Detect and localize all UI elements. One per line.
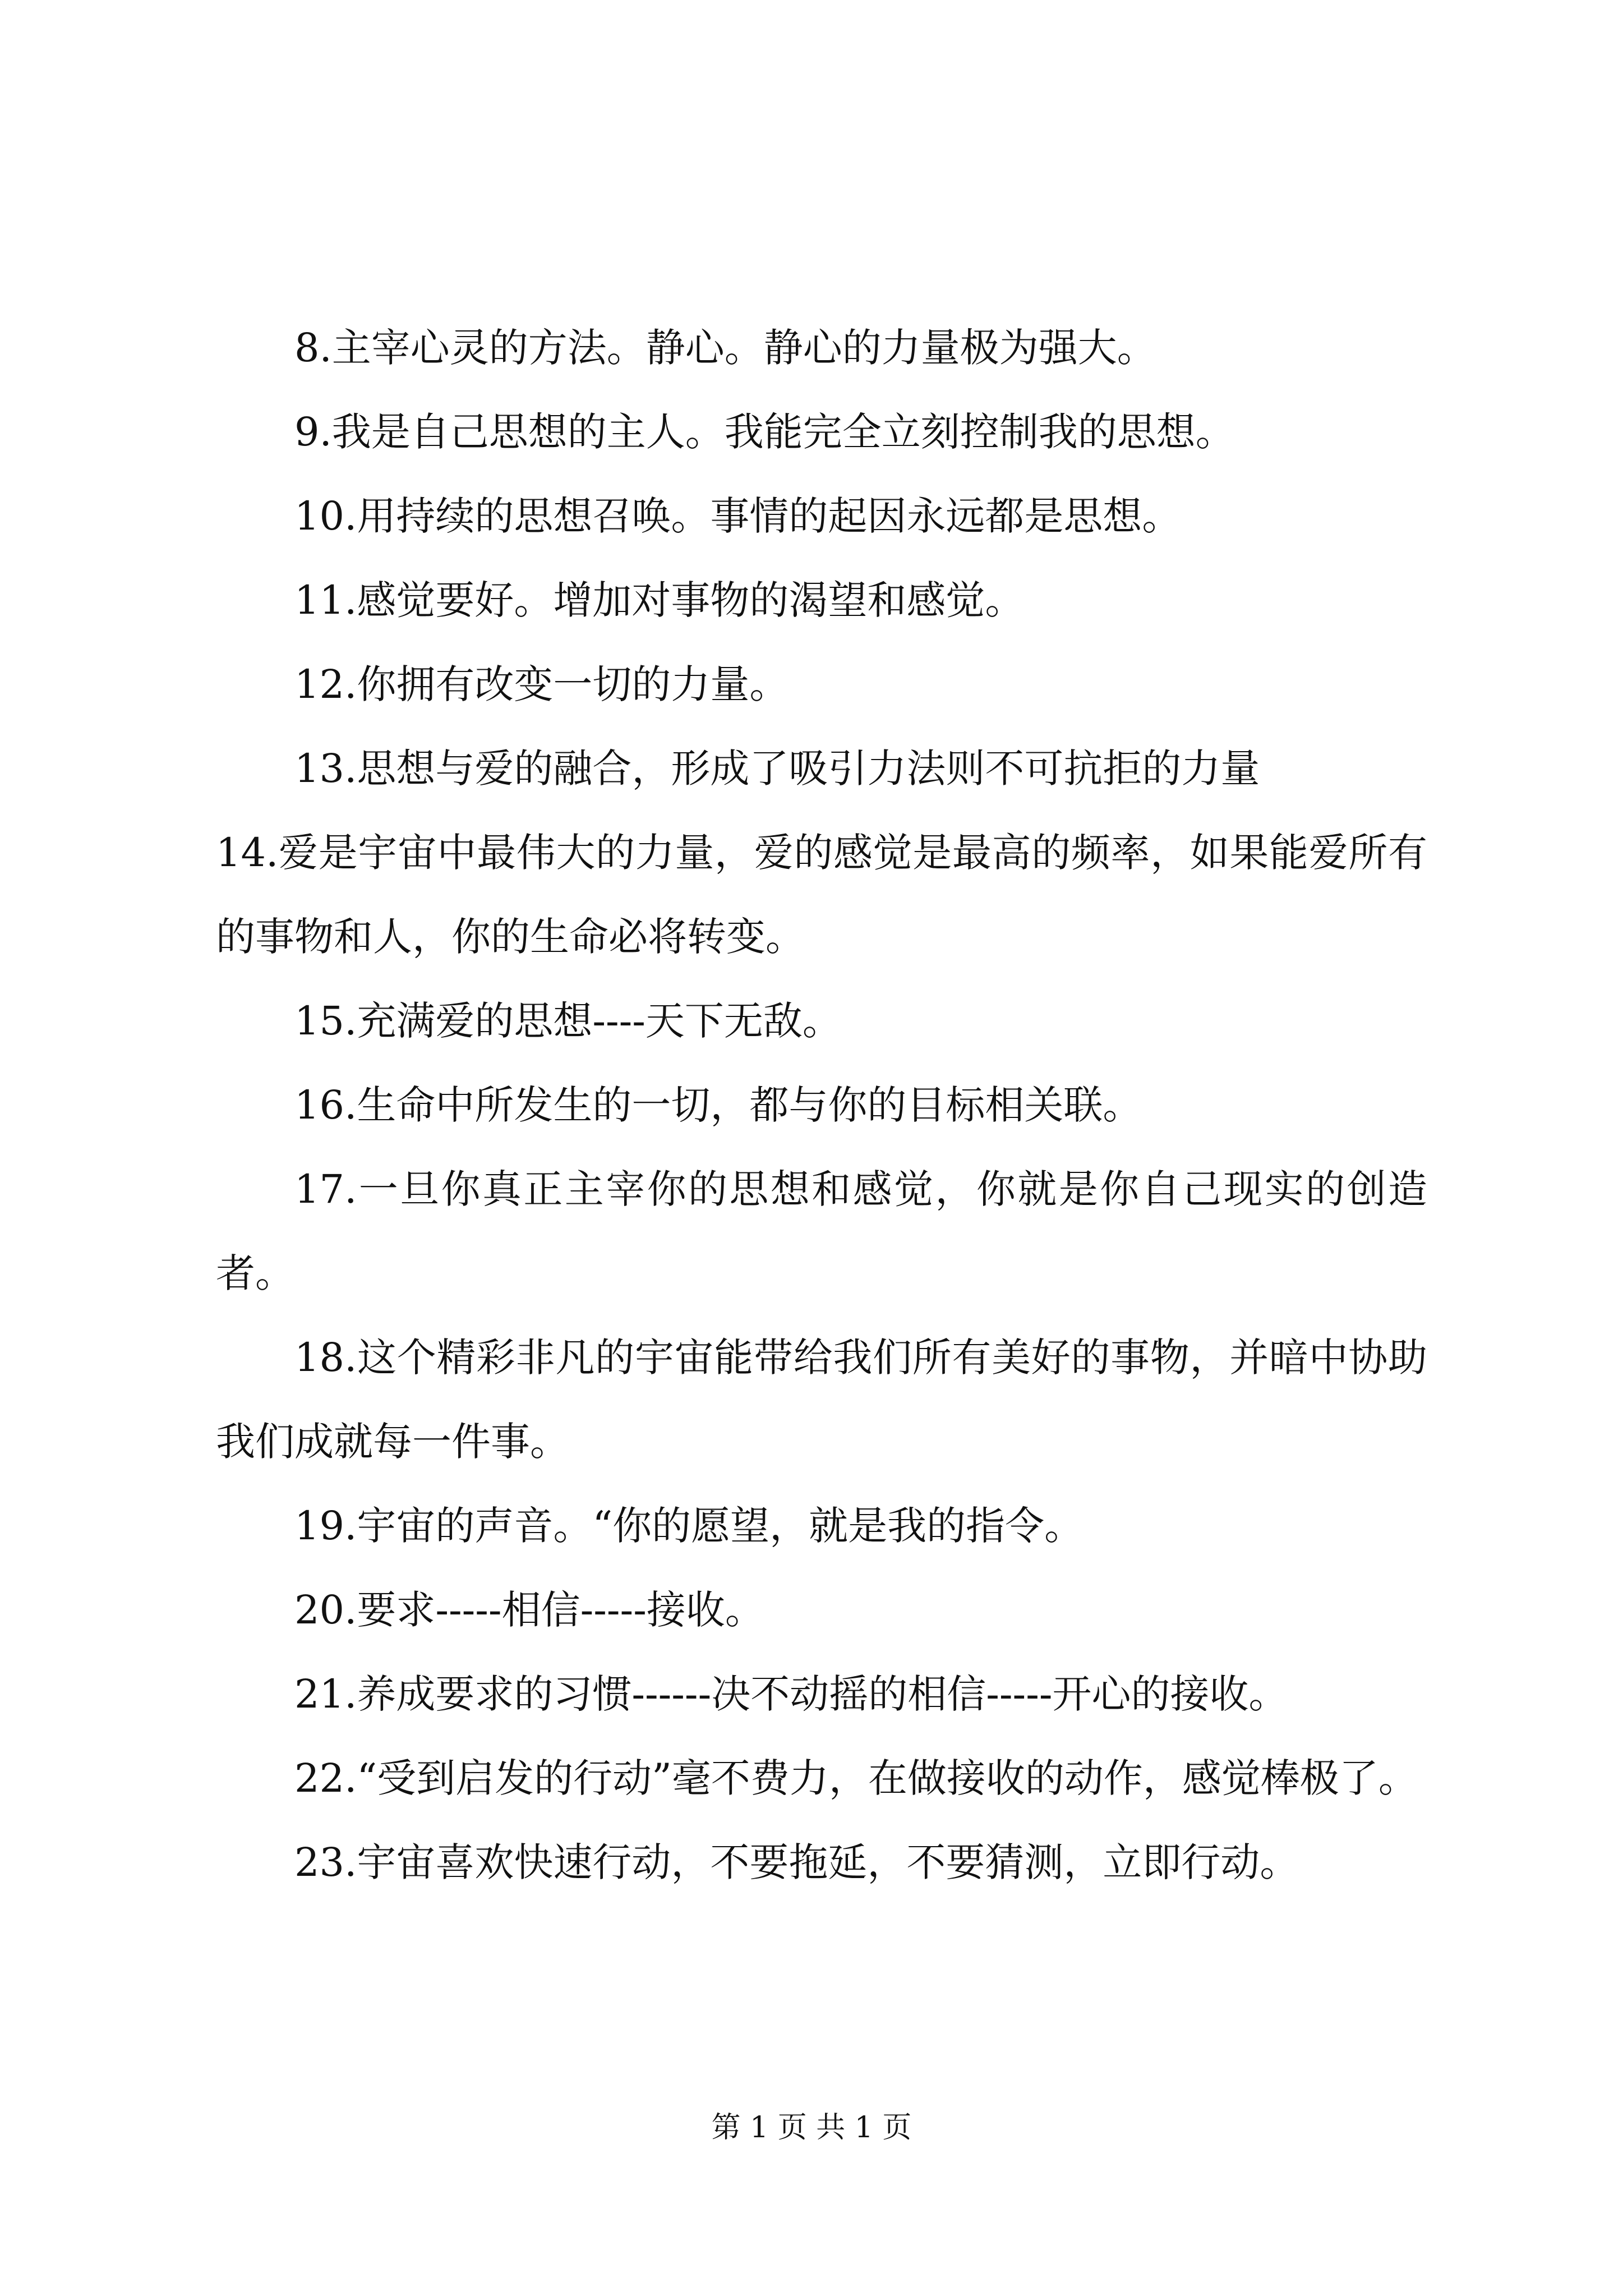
paragraph-8: 8.主宰心灵的方法。静心。静心的力量极为强大。 bbox=[294, 325, 1156, 371]
paragraph-21: 21.养成要求的习惯------决不动摇的相信-----开心的接收。 bbox=[294, 1671, 1288, 1717]
paragraph-10: 10.用持续的思想召唤。事情的起因永远都是思想。 bbox=[294, 493, 1182, 539]
page-footer: 第 1 页 共 1 页 bbox=[711, 2111, 912, 2145]
paragraph-14: 14.爱是宇宙中最伟大的力量，爱的感觉是最高的频率，如果能爱所有的事物和人，你的生命必将转变。 bbox=[216, 830, 1427, 960]
paragraph-17: 17.一旦你真正主宰你的思想和感觉，你就是你自己现实的创造者。 bbox=[216, 1166, 1427, 1296]
paragraph-9: 9.我是自己思想的主人。我能完全立刻控制我的思想。 bbox=[294, 409, 1235, 455]
paragraph-23: 23.宇宙喜欢快速行动，不要拖延，不要猜测，立即行动。 bbox=[294, 1839, 1299, 1885]
paragraph-13: 13.思想与爱的融合，形成了吸引力法则不可抗拒的力量 bbox=[294, 746, 1260, 792]
paragraph-22: 22.“受到启发的行动”毫不费力，在做接收的动作，感觉棒极了。 bbox=[294, 1755, 1418, 1801]
paragraph-12: 12.你拥有改变一切的力量。 bbox=[294, 661, 789, 707]
document-body bbox=[216, 306, 1427, 1904]
paragraph-18: 18.这个精彩非凡的宇宙能带给我们所有美好的事物，并暗中协助我们成就每一件事。 bbox=[216, 1335, 1427, 1465]
paragraph-19: 19.宇宙的声音。“你的愿望，就是我的指令。 bbox=[294, 1503, 1084, 1549]
paragraph-11: 11.感觉要好。增加对事物的渴望和感觉。 bbox=[294, 577, 1025, 623]
paragraph-16: 16.生命中所发生的一切，都与你的目标相关联。 bbox=[294, 1082, 1142, 1128]
paragraph-15: 15.充满爱的思想----天下无敌。 bbox=[294, 998, 842, 1044]
paragraph-20: 20.要求-----相信-----接收。 bbox=[294, 1587, 764, 1633]
